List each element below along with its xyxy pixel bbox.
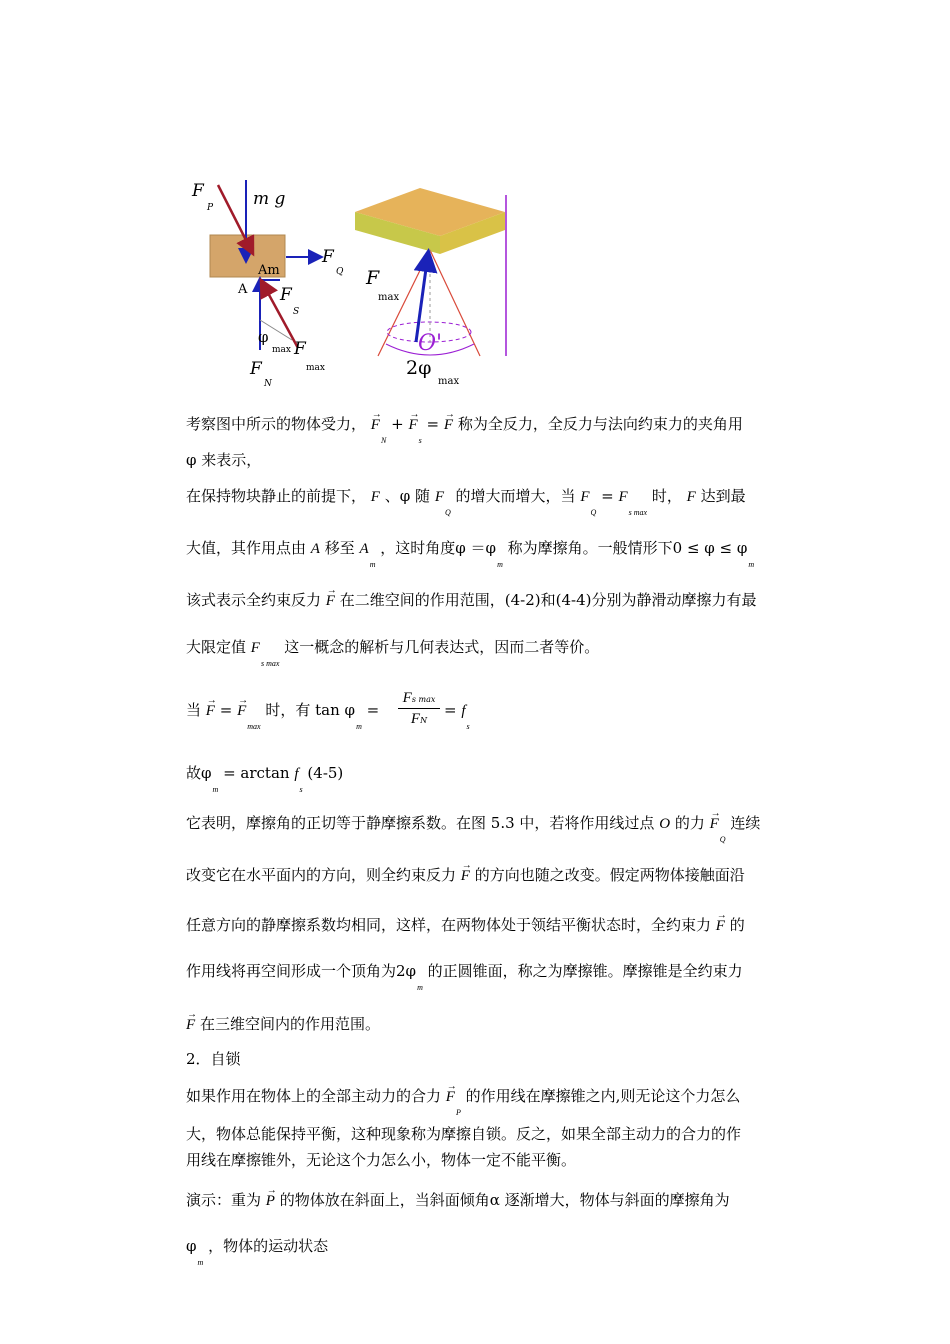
para-3-line-2: 大限定值 $F_{s max}$ 这一概念的解析与几何表达式，因而二者等价。 [186, 638, 600, 668]
section-heading: 2．自锁 [186, 1050, 241, 1068]
para-4-line-1: 它表明，摩擦角的正切等于静摩擦系数。在图 5.3 中，若将作用线过点 O 的力 → $F_Q$ 连续 [186, 813, 760, 836]
label-fs: F [280, 285, 292, 305]
label-fn: F [250, 359, 262, 379]
label-fs-sub: S [293, 307, 300, 317]
friction-cone-diagram [355, 188, 506, 387]
label-mg: m g [253, 189, 286, 209]
para-1-line-2: φ 来表示， [186, 451, 262, 469]
para-4-line-4: 作用线将再空间形成一个顶角为$2\varphi_m$ 的正圆锥面，称之为摩擦锥。摩擦锥是全约束力 [186, 962, 743, 992]
label-phi-sub: max [272, 345, 291, 355]
label-fp-sub: P [207, 203, 214, 213]
label-two-phi: 2φ [406, 357, 432, 379]
fraction: Fs max FN [398, 688, 440, 728]
block-force-diagram [191, 180, 344, 389]
label-am: Am [258, 263, 280, 278]
para-6-line-2: $\varphi_m$ ，物体的运动状态 [186, 1237, 329, 1267]
label-fmax: F [294, 339, 306, 359]
para-1-line-1: 考察图中所示的物体受力， → $F_N$ + → $F_s$ = → F 称为全反力，全反力与法向约束力的夹角用 [186, 414, 743, 437]
para-4-line-5: → F 在三维空间内的作用范围。 [186, 1014, 380, 1035]
label-fq: F [322, 247, 334, 267]
para-4-line-3: 任意方向的静摩擦系数均相同，这样，在两物体处于领结平衡状态时，全约束力 → F 的 [186, 915, 745, 936]
label-two-phi-sub: max [438, 376, 460, 387]
para-2-line-1: 在保持物块静止的前提下， F 、φ 随 $F_Q$ 的增大而增大，当 $F_Q = F_{s max}$ 时， F 达到最 [186, 487, 746, 517]
label-fn-sub: N [264, 379, 272, 389]
equation-tan-rhs: = $f_s$ [444, 701, 470, 731]
para-5-line-3: 用线在摩擦锥外，无论这个力怎么小，物体一定不能平衡。 [186, 1151, 577, 1169]
label-cone-fmax: F [366, 267, 380, 289]
label-phi: φ [258, 328, 269, 346]
friction-figure [180, 170, 520, 400]
para-4-line-2: 改变它在水平面内的方向，则全约束反力 → F 的方向也随之改变。假定两物体接触面沿 [186, 865, 745, 886]
label-a: A [238, 282, 248, 297]
label-o-prime: O' [418, 331, 443, 356]
label-fp: F [192, 181, 204, 201]
label-fmax-sub: max [306, 363, 325, 373]
para-2-line-2: 大值，其作用点由 A 移至 $A_m$ ，这时角度$\varphi =\varphi_m$ 称为摩擦角。一般情形下$0 \le \varphi \le \varphi_m$ [186, 539, 755, 569]
para-5-line-2: 大，物体总能保持平衡，这种现象称为摩擦自锁。反之，如果全部主动力的合力的作 [186, 1125, 742, 1143]
equation-arctan: 故$\varphi_m = \arctan f_s$ (4-5) [186, 764, 344, 794]
label-fq-sub: Q [336, 267, 344, 277]
label-cone-fmax-sub: max [378, 292, 400, 303]
equation-tan: 当 → F = → $F_{max}$ 时，有 $\tan \varphi_m$ = [186, 700, 379, 723]
para-6-line-1: 演示：重为 → P 的物体放在斜面上，当斜面倾角α 逐渐增大，物体与斜面的摩擦角为 [186, 1190, 730, 1211]
para-3-line-1: 该式表示全约束反力 → F 在二维空间的作用范围，(4-2)和(4-4)分别为静滑动摩擦力有最 [186, 590, 756, 611]
para-5-line-1: 如果作用在物体上的全部主动力的合力 → $F_P$ 的作用线在摩擦锥之内,则无论这个力怎么 [186, 1086, 740, 1109]
